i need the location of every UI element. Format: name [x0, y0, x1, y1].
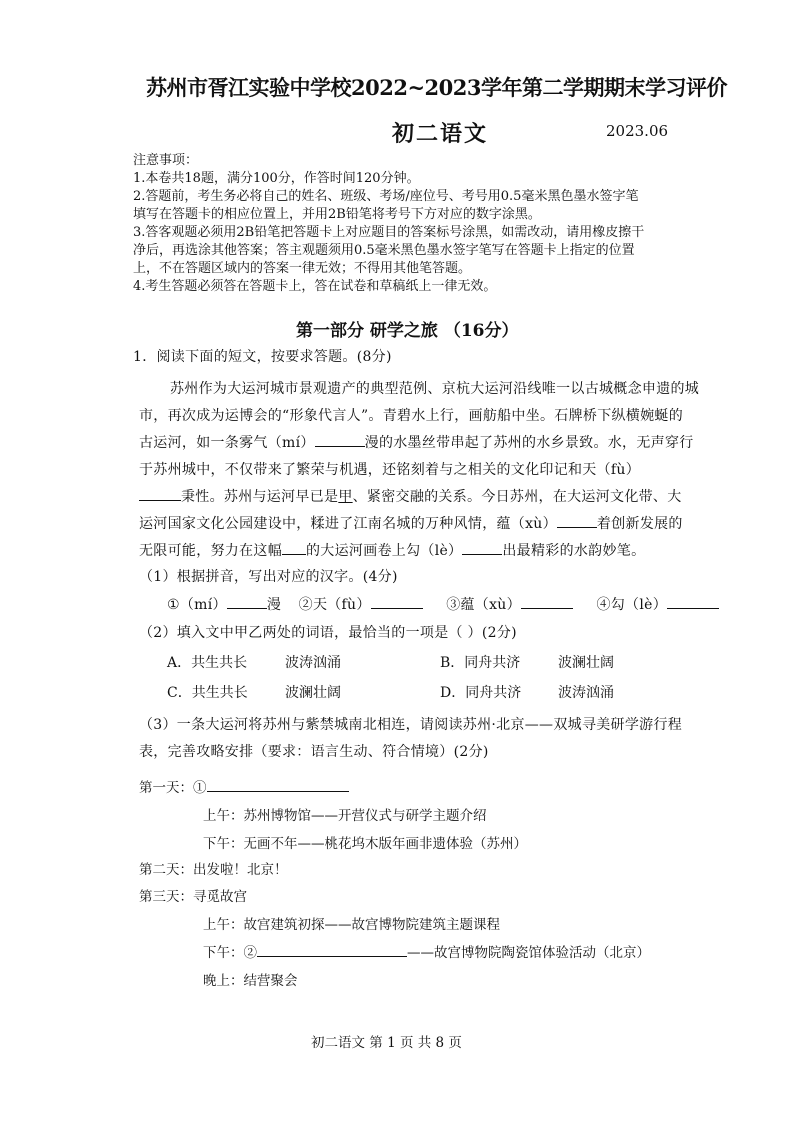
- schedule-item: 上午：故宫建筑初探——故宫博物院建筑主题课程: [203, 917, 500, 933]
- answer-blank[interactable]: [227, 594, 267, 609]
- notes-line: 3.答客观题必须用2B铅笔把答题卡上对应题目的答案标号涂黑，如需改动，请用橡皮擦干: [133, 225, 645, 240]
- passage-line: [139, 486, 682, 506]
- answer-blank-1[interactable]: [207, 777, 349, 792]
- passage-text: 漫的水墨丝带串起了苏州的水乡景致。水，无声穿行: [364, 435, 694, 451]
- pinyin-items: [167, 594, 719, 614]
- sub-question-1-prompt: （1）根据拼音，写出对应的汉字。(4分): [139, 569, 398, 585]
- answer-blank[interactable]: [139, 486, 181, 501]
- blank-mark-jia: 甲: [338, 489, 353, 505]
- answer-blank[interactable]: [521, 594, 573, 609]
- option-c-label[interactable]: C．共生共长: [167, 685, 248, 701]
- question-1-prompt: 1．阅读下面的短文，按要求答题。(8分): [133, 349, 392, 365]
- answer-blank-2[interactable]: [257, 942, 407, 957]
- pinyin-item-4: ④勾（lè）: [596, 597, 667, 613]
- option-c-word: 波澜壮阔: [285, 685, 341, 701]
- pinyin-item-2: ②天（fù）: [298, 597, 371, 613]
- exam-date: 2023.06: [606, 122, 669, 140]
- option-a-word: 波涛汹涌: [285, 655, 341, 671]
- option-a-label[interactable]: A．共生共长: [167, 655, 248, 671]
- passage-line: [139, 540, 645, 560]
- answer-blank[interactable]: [557, 513, 597, 528]
- section-title: 第一部分 研学之旅 （16分）: [296, 321, 519, 341]
- passage-text: 的大运河画卷上勾（lè）: [306, 543, 463, 559]
- answer-blank[interactable]: [667, 594, 719, 609]
- notes-heading: 注意事项：: [133, 153, 199, 168]
- option-b-label[interactable]: B．同舟共济: [440, 655, 521, 671]
- schedule-item: 晚上：结营聚会: [203, 973, 298, 989]
- passage-text: 秉性。苏州与运河早已是: [181, 489, 339, 505]
- pinyin-char: 漫: [266, 597, 282, 613]
- page-footer: 初二语文 第 1 页 共 8 页: [311, 1035, 462, 1051]
- passage-line: [139, 432, 694, 452]
- schedule-item-text: ——故宫博物院陶瓷馆体验活动（北京）: [407, 945, 650, 961]
- notes-line: 上，不在答题区域内的答案一律无效；不得用其他笔答题。: [133, 261, 472, 276]
- schedule-day-label: 第一天：①: [139, 780, 207, 796]
- passage-text: 运河国家文化公园建设中，糅进了江南名城的万种风情，蕴（xù）: [139, 516, 557, 532]
- notes-line: 1.本卷共18题，满分100分，作答时间120分钟。: [133, 171, 420, 186]
- passage-line: 于苏州城中，不仅带来了繁荣与机遇，还铭刻着与之相关的文化印记和天（fù）: [139, 462, 640, 478]
- schedule-item: 上午：苏州博物馆——开营仪式与研学主题介绍: [203, 808, 487, 824]
- option-d-word: 波涛汹涌: [558, 685, 614, 701]
- option-b-word: 波澜壮阔: [558, 655, 614, 671]
- notes-line: 填写在答题卡的相应位置上，并用2B铅笔将考号下方对应的数字涂黑。: [133, 207, 541, 222]
- schedule-day-2: 第二天：出发啦！北京！: [139, 862, 288, 878]
- schedule-item-text: 下午：②: [203, 945, 257, 961]
- notes-line: 4.考生答题必须答在答题卡上，答在试卷和草稿纸上一律无效。: [133, 279, 497, 294]
- passage-text: 古运河，如一条雾气（mí）: [139, 435, 315, 451]
- passage-text: 、紧密交融的关系。今日苏州，在大运河文化带、大: [352, 489, 682, 505]
- pinyin-item-1: ①（mí）: [167, 597, 227, 613]
- answer-blank-yi[interactable]: [282, 540, 306, 555]
- passage-text: 无限可能，努力在这幅: [139, 543, 282, 559]
- schedule-item: [203, 941, 650, 961]
- schedule-day-1: [139, 776, 349, 796]
- passage-line: [139, 513, 683, 533]
- answer-blank[interactable]: [462, 540, 502, 555]
- answer-blank[interactable]: [371, 594, 423, 609]
- passage-text: 出最精彩的水韵妙笔。: [502, 543, 646, 559]
- passage-line: 苏州作为大运河城市景观遗产的典型范例、京杭大运河沿线唯一以古城概念申遗的城: [170, 381, 700, 397]
- answer-blank[interactable]: [315, 432, 365, 447]
- notes-line: 净后，再选涂其他答案；答主观题须用0.5毫米黑色墨水签字笔写在答题卡上指定的位置: [133, 243, 635, 258]
- notes-line: 2.答题前，考生务必将自己的姓名、班级、考场/座位号、考号用0.5毫米黑色墨水签字笔: [133, 189, 639, 204]
- passage-line: 市，再次成为运博会的“形象代言人”。青碧水上行，画舫船中坐。石牌桥下纵横婉蜒的: [139, 408, 684, 424]
- pinyin-item-3: ③蕴（xù）: [446, 597, 521, 613]
- sub-question-3-line: （3）一条大运河将苏州与紫禁城南北相连，请阅读苏州·北京——双城寻美研学游行程: [139, 717, 683, 733]
- sub-question-2-prompt: （2）填入文中甲乙两处的词语，最恰当的一项是（ ）(2分): [139, 625, 517, 641]
- schedule-day-3: 第三天：寻觅故宫: [139, 889, 247, 905]
- passage-text: 着创新发展的: [596, 516, 683, 532]
- option-d-label[interactable]: D．同舟共济: [440, 685, 522, 701]
- schedule-item: 下午：无画不年——桃花坞木版年画非遗体验（苏州）: [203, 836, 527, 852]
- exam-title: 苏州市胥江实验中学校2022~2023学年第二学期期末学习评价: [146, 75, 727, 100]
- sub-question-3-line: 表，完善攻略安排（要求：语言生动、符合情境）(2分): [139, 744, 489, 760]
- exam-subject: 初二语文: [392, 121, 489, 147]
